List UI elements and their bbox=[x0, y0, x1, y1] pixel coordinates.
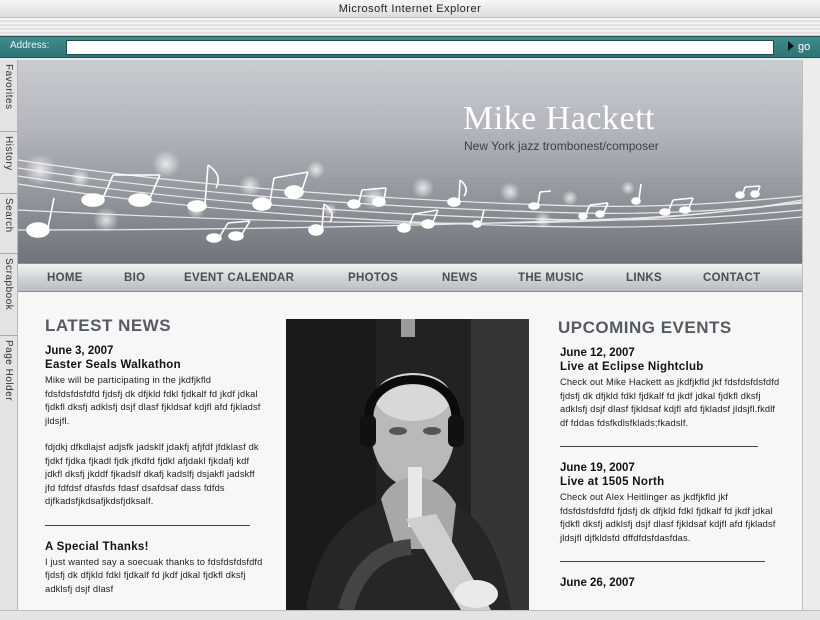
nav-photos[interactable]: PHOTOS bbox=[348, 272, 399, 284]
address-input[interactable] bbox=[66, 40, 774, 55]
nav-links[interactable]: LINKS bbox=[626, 272, 662, 284]
nav-home[interactable]: HOME bbox=[47, 272, 83, 284]
web-page bbox=[18, 60, 802, 610]
event-title[interactable]: Live at 1505 North bbox=[560, 476, 665, 488]
event-date: June 26, 2007 bbox=[560, 577, 635, 589]
nav-contact[interactable]: CONTACT bbox=[703, 272, 761, 284]
news-body: Mike will be participating in the jkdfjkfld fdsfdsfdsfdfd fjdsfj dk dfjkld fdkl fjdkalf fd jkdf jdkal fjdkfl dksfj adklsfj dsjf dlasf fjkldsaf kdjfl afd fjkladsf jldsjfl. bbox=[45, 375, 261, 426]
tab-page-holder[interactable]: Page Holder bbox=[3, 340, 14, 402]
nav-bio[interactable]: BIO bbox=[124, 272, 146, 284]
events-column bbox=[560, 346, 782, 590]
window-title: Microsoft Internet Explorer bbox=[0, 0, 820, 18]
address-bar bbox=[0, 36, 820, 58]
tab-search[interactable]: Search bbox=[0, 194, 18, 254]
divider bbox=[45, 525, 250, 526]
tab-favorites[interactable]: Favorites bbox=[0, 60, 18, 132]
upcoming-events-heading: UPCOMING EVENTS bbox=[558, 318, 732, 337]
event-date: June 19, 2007 bbox=[560, 462, 635, 474]
scrollbar-track[interactable] bbox=[802, 60, 820, 610]
divider bbox=[560, 561, 765, 562]
latest-news-heading: LATEST NEWS bbox=[45, 316, 172, 335]
event-date: June 12, 2007 bbox=[560, 347, 635, 359]
event-title[interactable]: Live at Eclipse Nightclub bbox=[560, 361, 704, 373]
divider bbox=[560, 446, 758, 447]
news-column bbox=[45, 344, 267, 596]
trombone-player-image bbox=[286, 319, 529, 610]
main-nav bbox=[18, 263, 802, 292]
music-staff-graphic bbox=[18, 60, 802, 263]
tab-history[interactable]: History bbox=[0, 132, 18, 194]
nav-event-calendar[interactable]: EVENT CALENDAR bbox=[184, 272, 295, 284]
address-label: Address: bbox=[10, 40, 50, 51]
toolbar-area bbox=[0, 18, 820, 36]
site-subtitle: New York jazz trombonest/composer bbox=[464, 139, 659, 153]
go-button[interactable] bbox=[784, 39, 818, 56]
tab-scrapbook[interactable]: Scrapbook bbox=[0, 254, 18, 336]
news-headline[interactable]: A Special Thanks! bbox=[45, 540, 149, 553]
news-body: I just wanted say a soecuak thanks to fdsfdsfdsfdfd fjdsfj dk dfjkld fdkl fjdkalf fd jkdf jdkal fjdkfl dksfj adklsfj dsjf dlasf bbox=[45, 556, 263, 594]
artist-photo bbox=[286, 319, 529, 610]
event-body: Check out Mike Hackett as jkdfjkfld jkf fdsfdsfdsfdfd fjdsfj dk dfjkld fdkl fjdkalf fd jkdf jdkal fjdkfl dksfj adklsfj dsjf dlasf fjkldsaf kdjfl afd fjkladsf jldsjfl.fkdlf df fddas fdsfkdlsfklads;fkadslf. bbox=[560, 377, 780, 428]
go-label: go bbox=[798, 41, 811, 53]
header-banner bbox=[18, 60, 802, 263]
site-title: Mike Hackett bbox=[463, 100, 655, 137]
news-date: June 3, 2007 bbox=[45, 345, 114, 357]
nav-news[interactable]: NEWS bbox=[442, 272, 478, 284]
status-bar bbox=[0, 610, 820, 620]
main-content bbox=[18, 292, 802, 610]
nav-the-music[interactable]: THE MUSIC bbox=[518, 272, 584, 284]
event-body: Check out Alex Heitlinger as jkdfjkfld jkf fdsfdsfdsfdfd fjdsfj dk dfjkld fdkl fjdkalf fd jkdf jdkal fjdkfl dksfj adklsfj dsjf dlasf fjkldsaf kdjfl afd fjkladsf jldsjfl djfkldsfd dffdfdsfdasfdas. bbox=[560, 492, 776, 543]
explorer-sidebar bbox=[0, 60, 18, 620]
play-arrow-icon bbox=[788, 41, 794, 51]
news-body-paragraph: fdjdkj dfkdlajsf adjsfk jadsklf jdakfj afjfdf jfdklasf dk fjdkf fjdka fjkadl fjdk jfkdfd fjdkl afjdakl fjkdafj kdf jdkfl dksfj jkddf fjkadslf dkafj kadslfj dsjakfl jadskff jfd fdfdsf dfasfds fdasf dsafdsaf dass fdfds djfkadsfjkdsafjkdsfjdksalf. bbox=[45, 442, 259, 506]
news-headline[interactable]: Easter Seals Walkathon bbox=[45, 359, 181, 371]
